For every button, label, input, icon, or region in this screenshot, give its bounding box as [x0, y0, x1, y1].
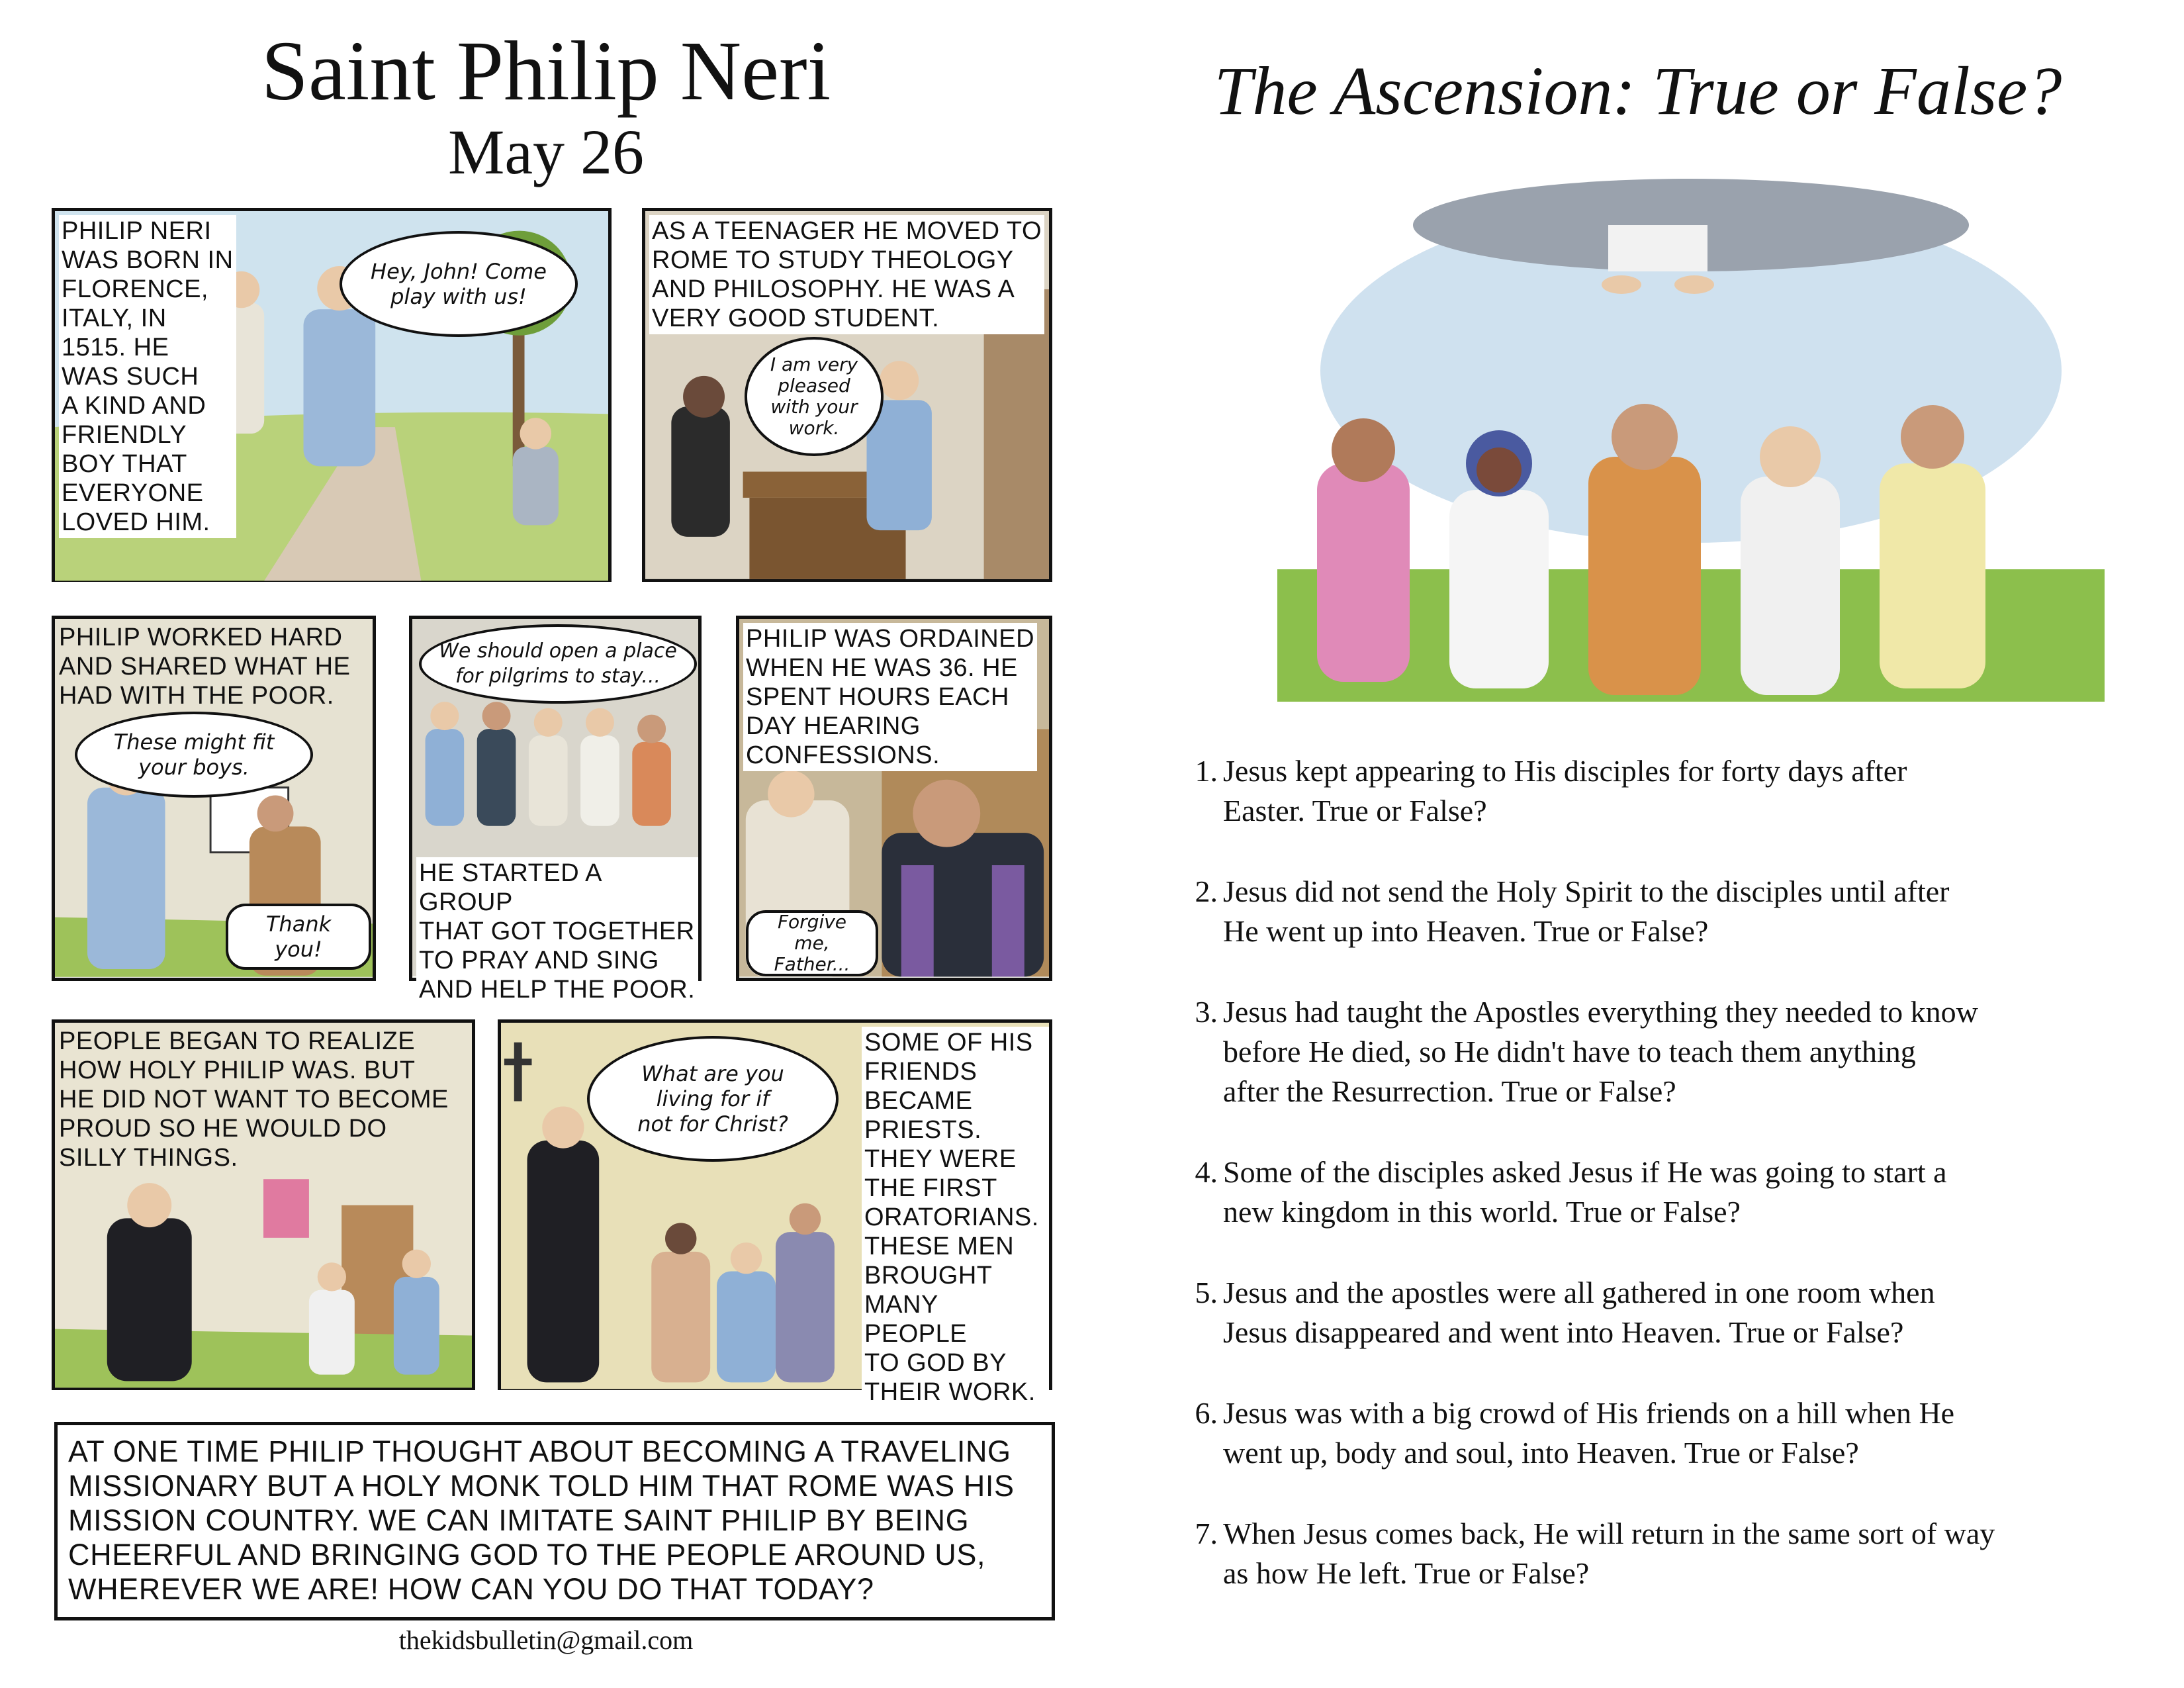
closing-reflection-box: AT ONE TIME PHILIP THOUGHT ABOUT BECOMING A TRAVELING MISSIONARY BUT A HOLY MONK TOLD HIM THAT ROME WAS HIS MISSION COUNTRY. WE CAN IMITATE SAINT PHILIP BY BEING CHEERFUL AND BRINGING GOD TO THE PEOPLE AROUND US, WHEREVER WE ARE! HOW CAN YOU DO THAT TODAY? — [54, 1422, 1055, 1620]
panel-7-speech-bubble: What are you living for if not for Christ? — [587, 1036, 839, 1162]
comic-panel-6 — [52, 1019, 475, 1390]
quiz-question-1 — [1178, 751, 2158, 831]
panel-1-speech-bubble: Hey, John! Come play with us! — [340, 231, 578, 337]
question-text: Jesus kept appearing to His disciples for forty days after Easter. True or False? — [1223, 754, 1907, 827]
true-false-quiz — [1178, 751, 2158, 1634]
ascension-illustration — [1277, 172, 2105, 702]
question-number: 2. — [1195, 874, 1218, 908]
page-title-right: The Ascension: True or False? — [1214, 53, 2062, 129]
panel-6-caption: PEOPLE BEGAN TO REALIZE HOW HOLY PHILIP WAS. BUT HE DID NOT WANT TO BECOME PROUD SO HE WOULD DO SILLY THINGS. — [59, 1027, 449, 1172]
quiz-question-6 — [1178, 1393, 2158, 1473]
question-text: Jesus had taught the Apostles everything they needed to know before He died, so He didn't have to teach them anything after the Resurrection. True or False? — [1223, 995, 1978, 1108]
quiz-question-4 — [1178, 1152, 2158, 1232]
panel-5-speech-bubble: Forgive me, Father... — [746, 910, 878, 976]
panel-2-caption: AS A TEENAGER HE MOVED TO ROME TO STUDY THEOLOGY AND PHILOSOPHY. HE WAS A VERY GOOD STUDENT. — [649, 215, 1044, 334]
page-title-left: Saint Philip Neri — [261, 24, 831, 118]
panel-2-speech-bubble: I am very pleased with your work. — [745, 337, 884, 456]
question-number: 5. — [1195, 1276, 1218, 1309]
panel-3-reply-bubble: Thank you! — [226, 904, 371, 970]
question-number: 3. — [1195, 995, 1218, 1029]
question-number: 7. — [1195, 1517, 1218, 1550]
question-text: When Jesus comes back, He will return in the same sort of way as how He left. True or False? — [1223, 1517, 1995, 1590]
comic-panel-2 — [642, 208, 1052, 582]
question-text: Jesus and the apostles were all gathered in one room when Jesus disappeared and went into Heaven. True or False? — [1223, 1276, 1935, 1349]
question-text: Jesus was with a big crowd of His friends on a hill when He went up, body and soul, into Heaven. True or False? — [1223, 1396, 1955, 1470]
quiz-question-2 — [1178, 872, 2158, 951]
panel-7-caption: SOME OF HIS FRIENDS BECAME PRIESTS. THEY WERE THE FIRST ORATORIANS. THESE MEN BROUGHT MANY PEOPLE TO GOD BY THEIR WORK. — [862, 1027, 1049, 1408]
comic-panel-1 — [52, 208, 612, 582]
panel-3-speech-bubble: These might fit your boys. — [75, 712, 313, 798]
comic-panel-3 — [52, 616, 376, 981]
panel-1-caption: PHILIP NERI WAS BORN IN FLORENCE, ITALY, IN 1515. HE WAS SUCH A KIND AND FRIENDLY BOY THAT EVERYONE LOVED HIM. — [59, 215, 236, 538]
question-number: 4. — [1195, 1155, 1218, 1189]
feast-date: May 26 — [448, 117, 644, 187]
panel-4-caption: HE STARTED A GROUP THAT GOT TOGETHER TO PRAY AND SING AND HELP THE POOR. — [416, 857, 698, 1006]
question-text: Some of the disciples asked Jesus if He was going to start a new kingdom in this world. True or False? — [1223, 1155, 1947, 1229]
comic-panel-7 — [498, 1019, 1052, 1406]
question-text: Jesus did not send the Holy Spirit to the disciples until after He went up into Heaven. True or False? — [1223, 874, 1950, 948]
quiz-question-7 — [1178, 1514, 2158, 1593]
panel-4-speech-bubble: We should open a place for pilgrims to stay... — [419, 624, 697, 704]
quiz-question-5 — [1178, 1273, 2158, 1352]
panel-3-caption: PHILIP WORKED HARD AND SHARED WHAT HE HAD WITH THE POOR. — [59, 624, 351, 710]
comic-panel-4 — [409, 616, 702, 1004]
comic-panel-5 — [736, 616, 1052, 981]
contact-email: thekidsbulletin@gmail.com — [398, 1625, 694, 1655]
panel-5-caption: PHILIP WAS ORDAINED WHEN HE WAS 36. HE SPENT HOURS EACH DAY HEARING CONFESSIONS. — [743, 623, 1037, 771]
question-number: 1. — [1195, 754, 1218, 788]
quiz-question-3 — [1178, 992, 2158, 1111]
question-number: 6. — [1195, 1396, 1218, 1430]
